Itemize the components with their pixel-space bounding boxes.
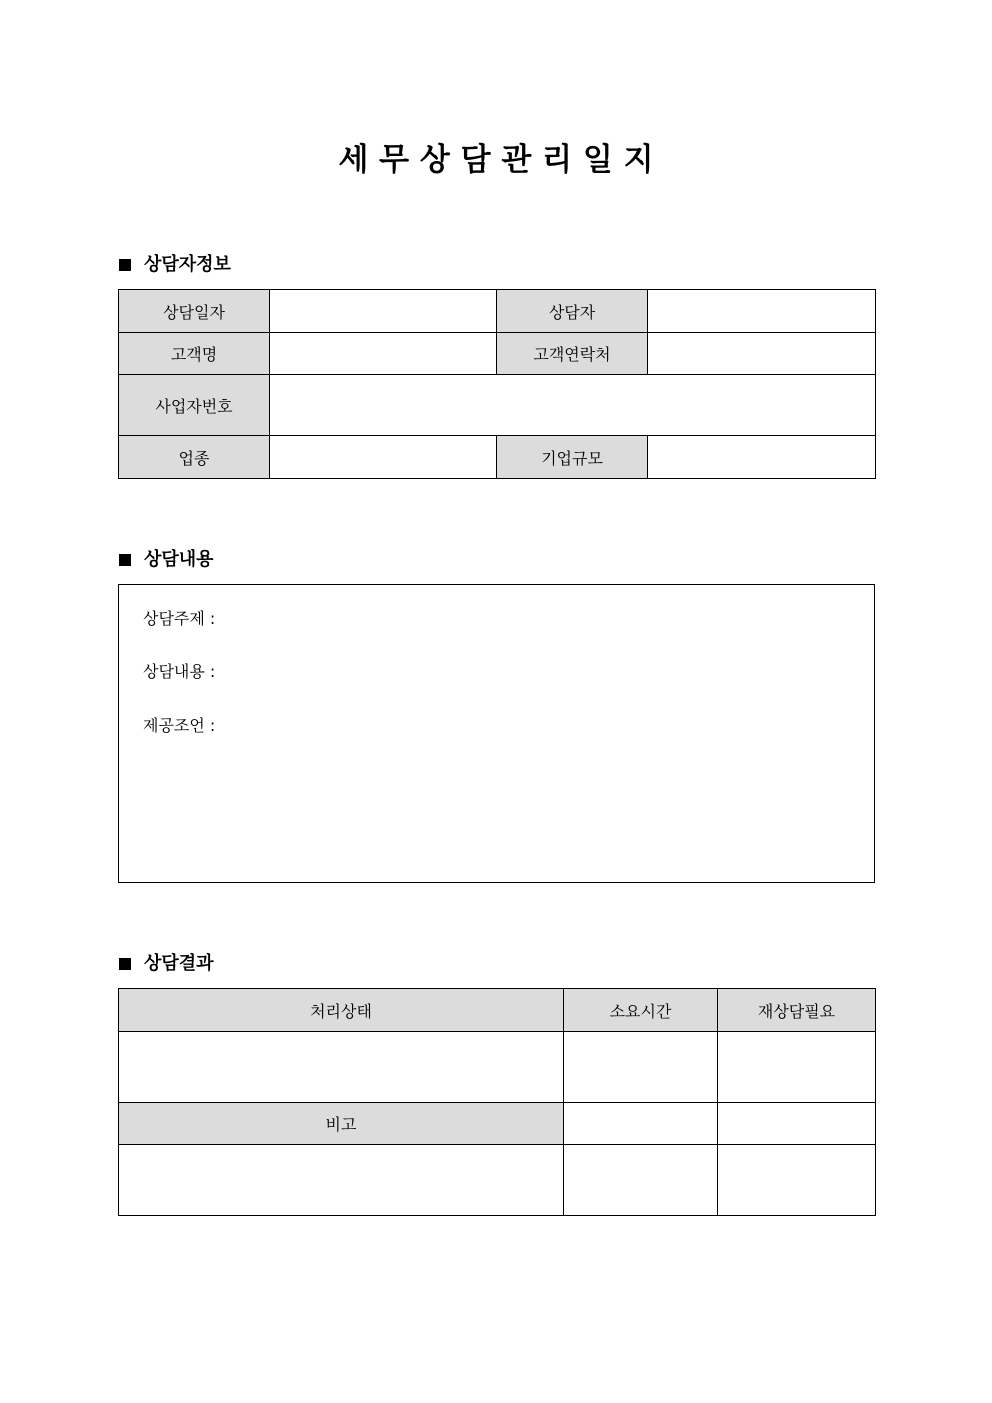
- table-row: [119, 436, 876, 479]
- square-bullet-icon: [119, 958, 131, 970]
- field-time-required[interactable]: [564, 1032, 718, 1103]
- content-label: 상담내용 :: [143, 662, 216, 681]
- section-heading-consultation-result: [119, 952, 214, 976]
- table-row: [119, 1145, 876, 1216]
- advice-label: 제공조언 :: [143, 716, 216, 735]
- field-consultant[interactable]: [648, 290, 876, 333]
- field-remarks[interactable]: [119, 1145, 564, 1216]
- table-row: [119, 333, 876, 375]
- consultation-result-table: [118, 988, 876, 1216]
- label-industry: 업종: [119, 436, 270, 479]
- field-company-size[interactable]: [648, 436, 876, 479]
- header-processing-status: 처리상태: [119, 989, 564, 1032]
- label-customer-contact: 고객연락처: [497, 333, 648, 375]
- consultation-content-box[interactable]: [118, 584, 875, 883]
- label-remarks: 비고: [119, 1103, 564, 1145]
- page-title: 세 무 상 담 관 리 일 지: [338, 142, 654, 178]
- table-cell[interactable]: [718, 1103, 876, 1145]
- section-heading-consultation-content: [119, 548, 214, 572]
- label-consultation-date: 상담일자: [119, 290, 270, 333]
- table-cell[interactable]: [718, 1145, 876, 1216]
- table-row: [119, 989, 876, 1032]
- label-business-number: 사업자번호: [119, 375, 270, 436]
- table-row: [119, 1103, 876, 1145]
- field-business-number[interactable]: [270, 375, 876, 436]
- label-consultant: 상담자: [497, 290, 648, 333]
- field-consultation-date[interactable]: [270, 290, 497, 333]
- table-cell[interactable]: [564, 1103, 718, 1145]
- label-company-size: 기업규모: [497, 436, 648, 479]
- square-bullet-icon: [119, 554, 131, 566]
- table-row: [119, 290, 876, 333]
- field-follow-up-needed[interactable]: [718, 1032, 876, 1103]
- consultant-info-table: [118, 289, 876, 479]
- field-processing-status[interactable]: [119, 1032, 564, 1103]
- section-heading-consultant-info: [119, 253, 231, 277]
- table-cell[interactable]: [564, 1145, 718, 1216]
- header-time-required: 소요시간: [564, 989, 718, 1032]
- square-bullet-icon: [119, 259, 131, 271]
- label-customer-name: 고객명: [119, 333, 270, 375]
- section-heading-label: 상담자정보: [144, 254, 231, 275]
- field-customer-contact[interactable]: [648, 333, 876, 375]
- section-heading-label: 상담내용: [144, 549, 214, 570]
- topic-label: 상담주제 :: [143, 609, 216, 628]
- field-industry[interactable]: [270, 436, 497, 479]
- field-customer-name[interactable]: [270, 333, 497, 375]
- table-row: [119, 1032, 876, 1103]
- section-heading-label: 상담결과: [144, 953, 214, 974]
- header-follow-up-needed: 재상담필요: [718, 989, 876, 1032]
- table-row: [119, 375, 876, 436]
